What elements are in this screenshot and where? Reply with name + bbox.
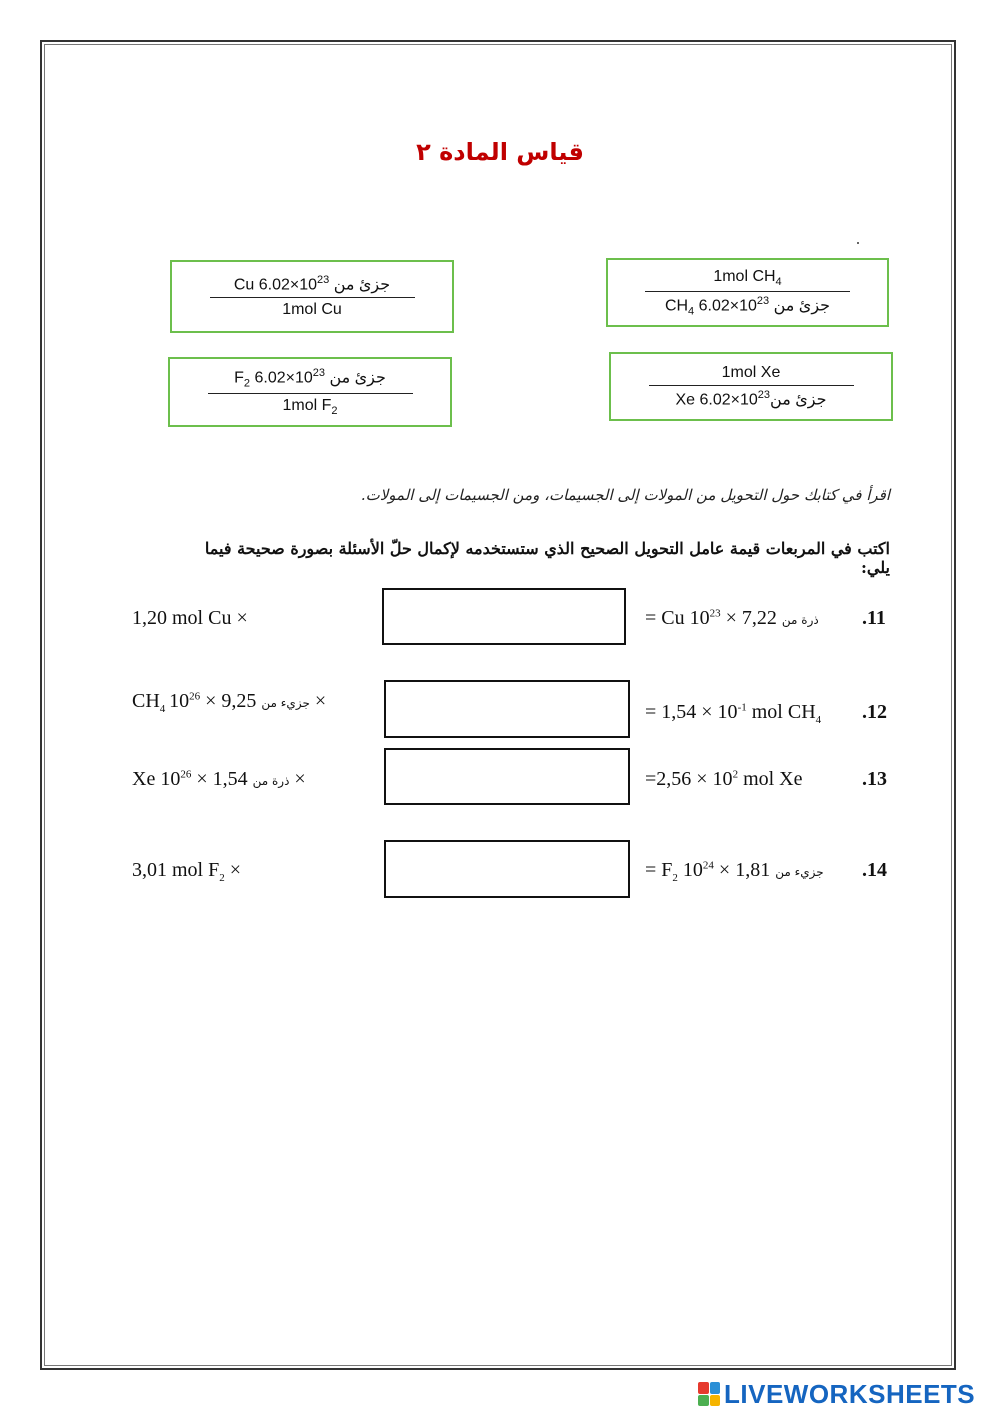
factor-denominator: Xe جزئ $من10^{23}\times 6.02$: [675, 388, 827, 409]
factor-box-ch4: [606, 258, 889, 327]
question-given: = $1,54 \times 10^{-1}$ mol $CH_4$: [645, 701, 822, 726]
question-multiplier: 3,01 mol $F_2$ ×: [132, 859, 242, 884]
factor-denominator: 1mol Cu: [282, 301, 342, 319]
read-instruction: اقرأ في كتابك حول التحويل من المولات إلى الجسيمات، ومن الجسيمات إلى المولات.: [360, 486, 890, 504]
question-multiplier: Xe ذرة من $1,54 \times 10^{26}$ ×: [132, 768, 306, 790]
factor-box-cu: [170, 260, 454, 333]
factor-box-f2: [168, 357, 452, 427]
answer-box-13[interactable]: [384, 748, 630, 805]
question-given: $=2,56 \times 10^2$ mol Xe: [645, 768, 803, 790]
answer-box-11[interactable]: [382, 588, 626, 645]
factor-numerator: 1mol Xe: [649, 364, 854, 386]
question-number: .14: [862, 859, 887, 881]
question-number: .12: [862, 701, 887, 723]
page-title: قياس المادة ٢: [416, 138, 584, 166]
brand-logo: [698, 1379, 975, 1409]
factor-box-xe: [609, 352, 893, 421]
question-multiplier: $CH_4$ جزيء من $9,25 \times 10^{26}$ ×: [132, 690, 327, 715]
factor-numerator: $F_2$ جزئ من $10^{23}\times 6.02$: [208, 367, 413, 394]
answer-box-12[interactable]: [384, 680, 630, 738]
task-instruction: اكتب في المربعات قيمة عامل التحويل الصحيح الذي ستستخدمه لإكمال حلّ الأسئلة بصورة صحيحة فيما يلي:: [204, 539, 890, 577]
factor-denominator: 1mol $F_2$: [282, 396, 338, 417]
stray-mark: [857, 242, 859, 244]
factor-numerator: Cu جزئ من $10^{23}\times 6.02$: [210, 274, 415, 298]
brand-icon-square: [698, 1382, 709, 1394]
question-given: = $F_2$ جزيء من $1,81 \times 10^{24}$: [645, 859, 824, 884]
answer-box-14[interactable]: [384, 840, 630, 898]
brand-icon-square: [710, 1395, 721, 1407]
question-number: .11: [862, 607, 886, 629]
question-number: .13: [862, 768, 887, 790]
brand-icon-square: [710, 1382, 721, 1394]
brand-grid-icon: [698, 1382, 720, 1406]
brand-icon-square: [698, 1395, 709, 1407]
brand-name: LIVEWORKSHEETS: [724, 1378, 976, 1409]
question-given: = Cu ذرة من $7,22 \times 10^{23}$: [645, 607, 819, 629]
factor-denominator: $CH_4$ جزئ من $10^{23}\times 6.02$: [664, 294, 831, 318]
factor-numerator: 1mol $CH_4$: [645, 268, 850, 292]
question-multiplier: 1,20 mol Cu ×: [132, 607, 248, 629]
